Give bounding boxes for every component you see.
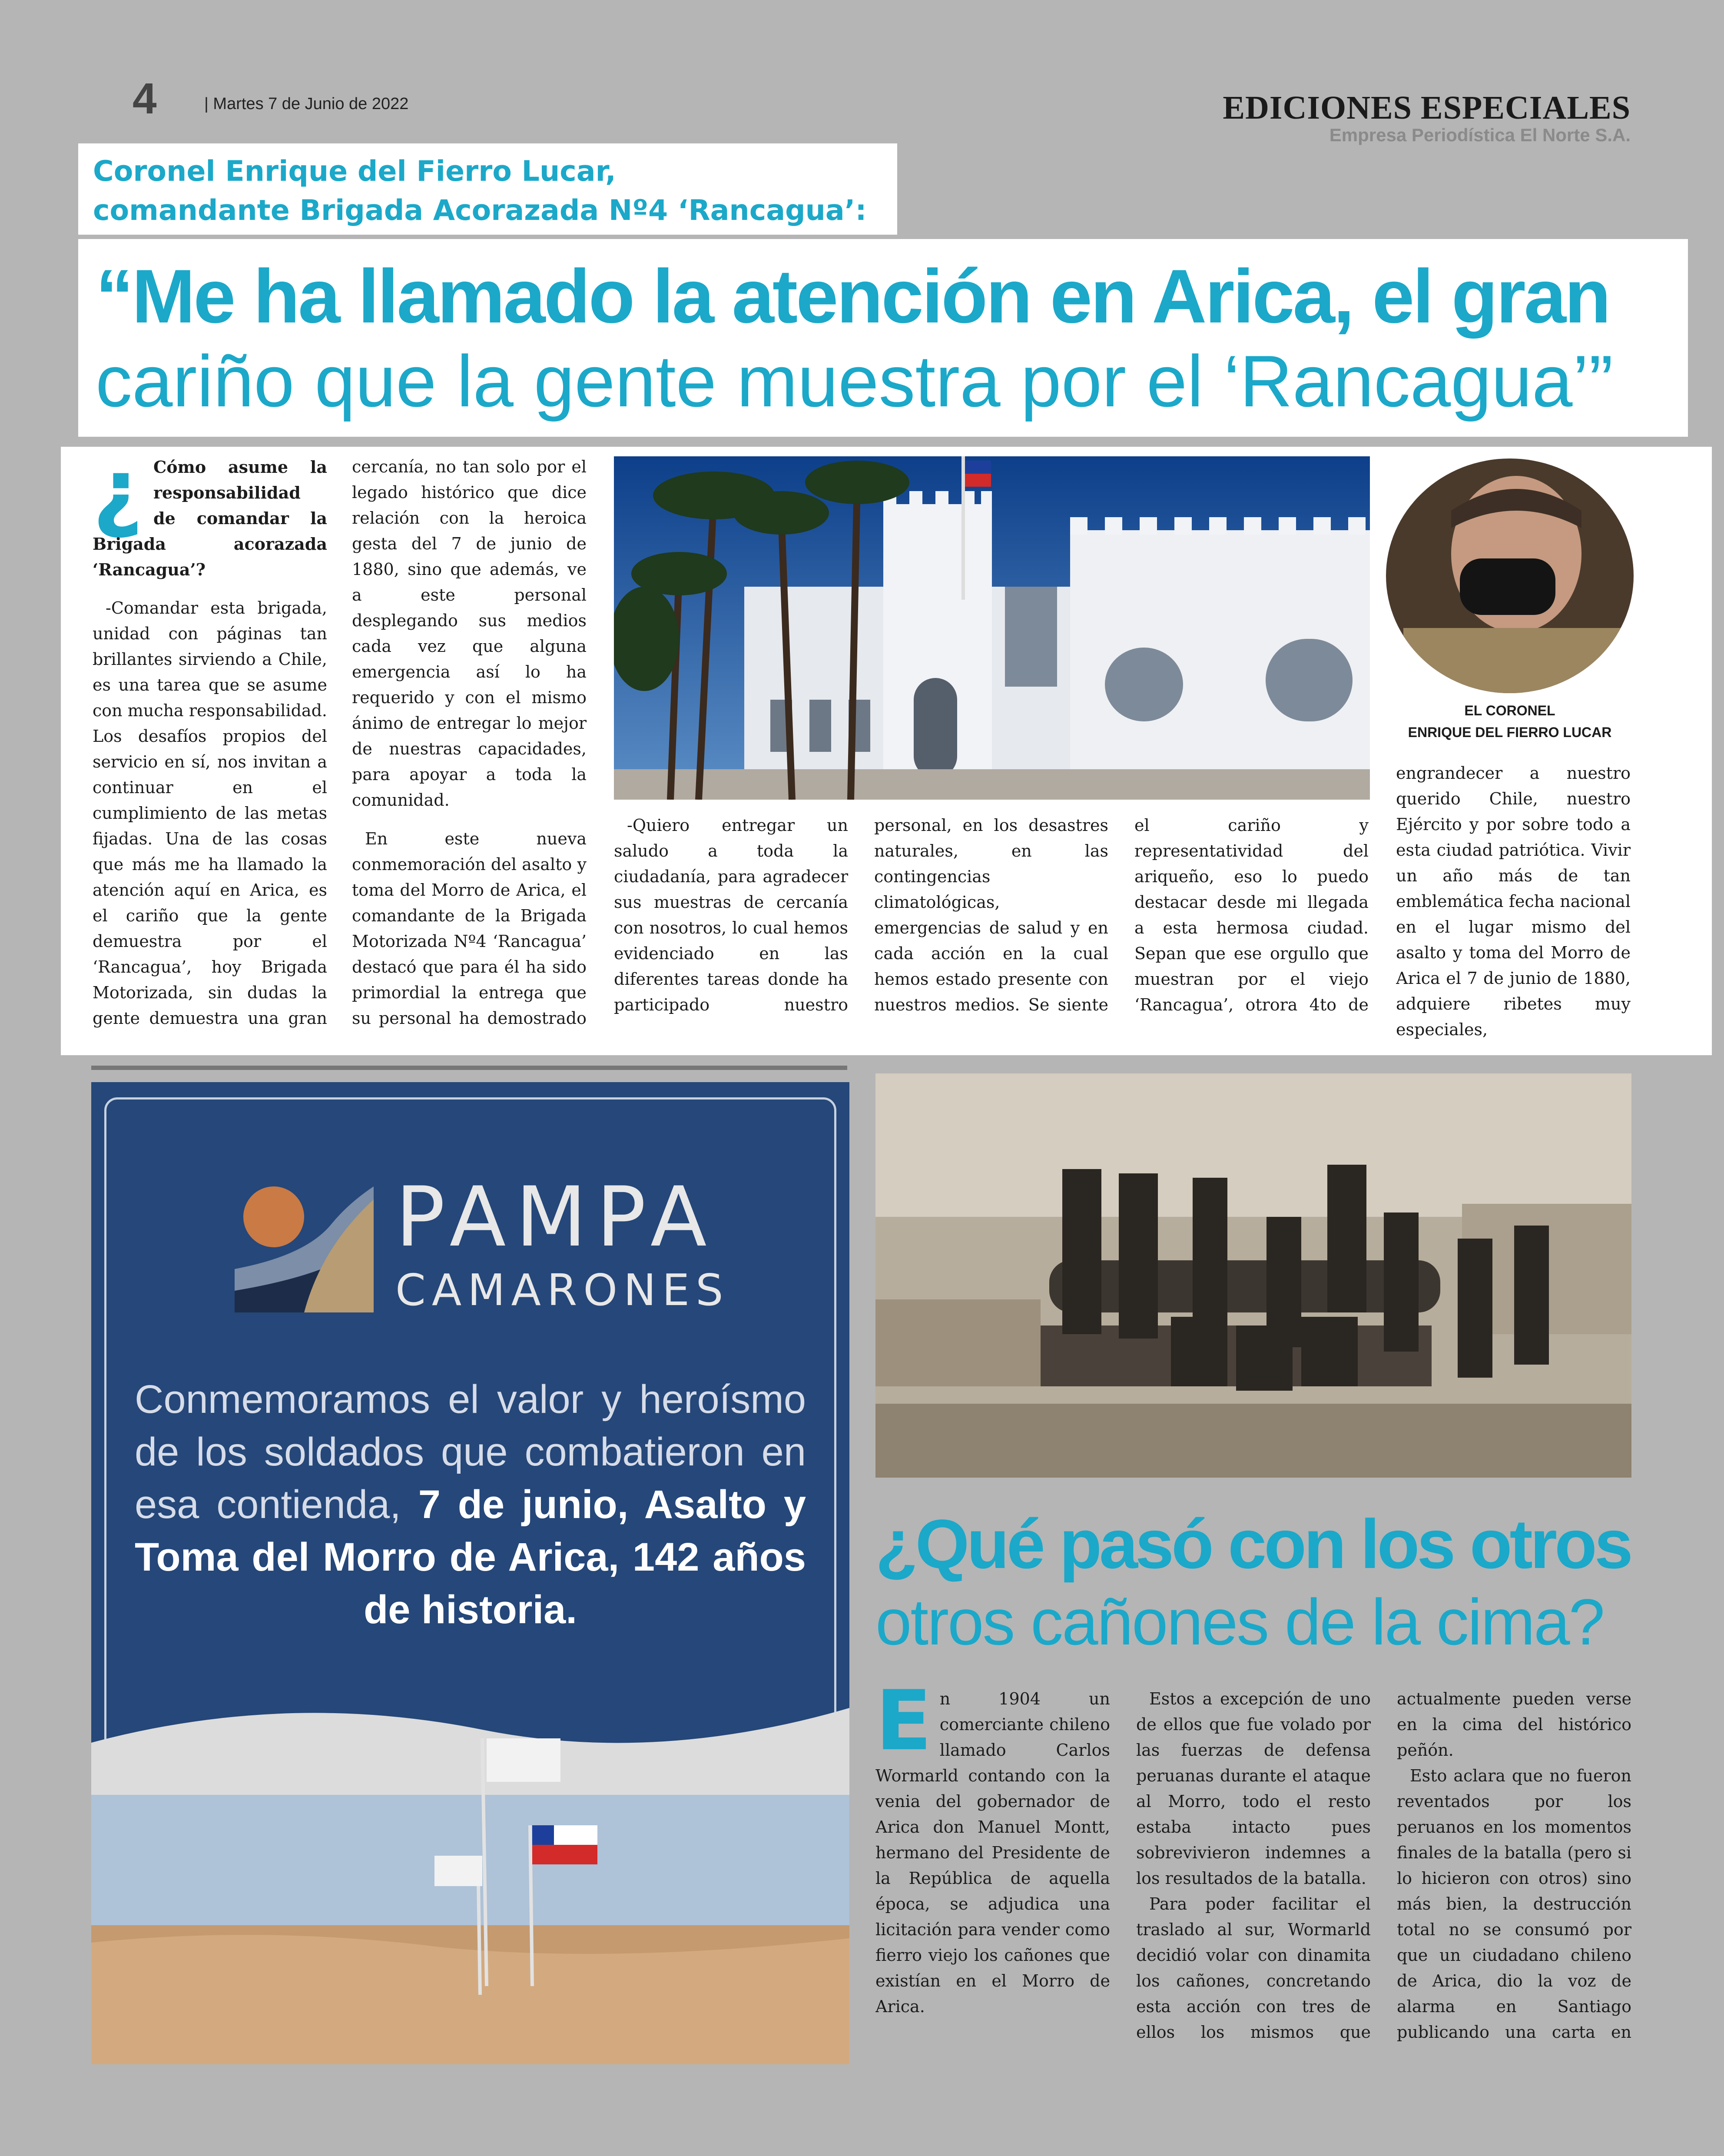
answer-2: -Quiero entregar un saludo a toda la ciudadanía, para agradecer sus muestras de cercanía con nosotros, lo cual hemos evidenciado en las diferentes tareas donde ha participado nuestro personal, en los desastres naturales, en las contingencias climatológicas, emergencias de salud y en cada acción en la cual hemos estado presente con nuestros medios. Se siente el cariño y representatividad del ariqueño, eso lo puedo destacar desde mi llegada a esta hermosa ciudad. Sepan que ese orgullo que muestran por el viejo ‘Rancagua’, otrora 4to de	[614, 816, 1369, 1014]
edition-title: EDICIONES ESPECIALES	[1223, 90, 1631, 126]
ad-brand-line-2: CAMARONES	[395, 1265, 729, 1316]
second-paragraph-3: Para poder facilitar el traslado al sur, Wormarld decidió volar con dinamita los cañones, concretando esta acción con tres de ellos los mismos que actualmente pueden verse en la cima del histórico peñón.	[1136, 1689, 1631, 2042]
portrait-caption	[1386, 700, 1634, 743]
drop-cap-e: E	[875, 1686, 932, 1769]
section-divider	[91, 1066, 847, 1070]
ad-message-text: Conmemoramos el valor y heroísmo de los soldados que combatieron en esa contienda,	[135, 1377, 806, 1527]
historic-cannon-photo	[875, 1073, 1631, 1478]
paragraph-2: En este nueva conmemoración del asalto y toma del Morro de Arica, el comandante de la Brigada Motorizada Nº4 ‘Rancagua’ destacó que para él ha sido primordial la entrega que su personal ha demostrado	[352, 829, 587, 1028]
answer-2-continuation-text	[1396, 761, 1631, 1043]
interview-columns	[93, 454, 587, 1045]
portrait-caption-line-1: EL CORONEL	[1464, 703, 1555, 718]
second-article-body	[875, 1686, 1631, 2051]
second-paragraph-1: n 1904 un comerciante chileno llamado Carlos Wormarld contando con la venia del gobernador de Arica don Manuel Montt, hermano del Presidente de la República de aquella época, se adjudica una licitación para vender como fierro viejo los cañones que existían en el Morro de Arica.	[875, 1689, 1110, 2016]
article-headline	[78, 239, 1688, 437]
headline-line-2: cariño que la gente muestra por el ‘Rancagua’”	[96, 340, 1613, 422]
answer-1: -Comandar esta brigada, unidad con páginas tan brillantes sirviendo a Chile, es una tarea que se asume con mucha responsabilidad. Los desafíos propios del servicio en sí, nos invitan a continuar en el cumplimiento de las metas fijadas. Una de las cosas que más me ha llamado la atención aquí en Arica, es el cariño que la gente demuestra por el ‘Rancagua’, hoy Brigada Motorizada, sin dudas la gente demuestra una gran cercanía, no tan solo por el legado histórico que dice relación con la heroica gesta del 7 de junio de 1880, sino que además, ve a este personal desplegando sus medios cada vez que alguna emergencia así lo ha requerido y con el mismo ánimo de entregar lo mejor de nuestras capacidades, para apoyar a toda la comunidad.	[93, 457, 587, 1028]
answer-2-repeat: engrandecer a nuestro querido Chile, nuestro Ejército y por sobre todo a esta ciudad patriótica. Vivir un año más de tan emblemática fecha nacional en el lugar mismo del asalto y toma del Morro de Arica el 7 de junio de 1880, adquiere ribetes muy especiales,	[1396, 764, 1631, 1039]
portrait-caption-line-2: ENRIQUE DEL FIERRO LUCAR	[1408, 724, 1612, 740]
title-line-1: ¿Qué pasó con los otros	[875, 1505, 1631, 1583]
question-1: Cómo asume la responsabilidad de comandar la Brigada acorazada ‘Rancagua’?	[93, 457, 327, 579]
regiment-building-photo	[614, 456, 1370, 800]
answer-2-columns	[614, 813, 1369, 1043]
kicker-line-2: comandante Brigada Acorazada Nº4 ‘Rancagua’:	[93, 194, 867, 227]
article-kicker	[78, 143, 897, 235]
second-article-title	[875, 1504, 1631, 1660]
question-mark-drop-cap: ¿	[93, 454, 143, 541]
colonel-portrait	[1386, 458, 1634, 693]
second-paragraph-4: Esto aclara que no fueron reventados por los peruanos en los momentos finales de la batalla (pero si lo hicieron con otros) sino más bien, la destrucción total no se consumó por que un ciudadano chileno de Arica, dio la voz de alarma en Santiago publicando una carta en	[1397, 1766, 1631, 2042]
answer-2-continuation	[1396, 761, 1631, 1043]
ad-message	[135, 1373, 806, 1636]
ad-desert-flags-photo	[91, 1682, 849, 2064]
ad-message-bold: 7 de junio, Asalto y Toma del Morro de Arica, 142 años de historia.	[135, 1482, 806, 1632]
page-number: 4	[133, 74, 157, 123]
publication-date: | Martes 7 de Junio de 2022	[204, 95, 409, 113]
kicker-line-1: Coronel Enrique del Fierro Lucar,	[93, 155, 616, 188]
pampa-camarones-ad	[91, 1082, 849, 2064]
second-paragraph-2: Estos a excepción de uno de ellos que fue volado por las fuerzas de defensa peruanas durante el ataque al Morro, todo el resto estaba intacto pues sobrevivieron indemnes a los resultados de la batalla.	[1136, 1689, 1371, 1888]
publisher-name: Empresa Periodística El Norte S.A.	[1329, 125, 1631, 145]
title-line-2: otros cañones de la cima?	[875, 1585, 1604, 1658]
headline-line-1: “Me ha llamado la atención en Arica, el gran	[96, 254, 1609, 339]
ad-brand-line-1: PAMPA	[395, 1169, 716, 1265]
pampa-logo-icon	[235, 1182, 378, 1312]
